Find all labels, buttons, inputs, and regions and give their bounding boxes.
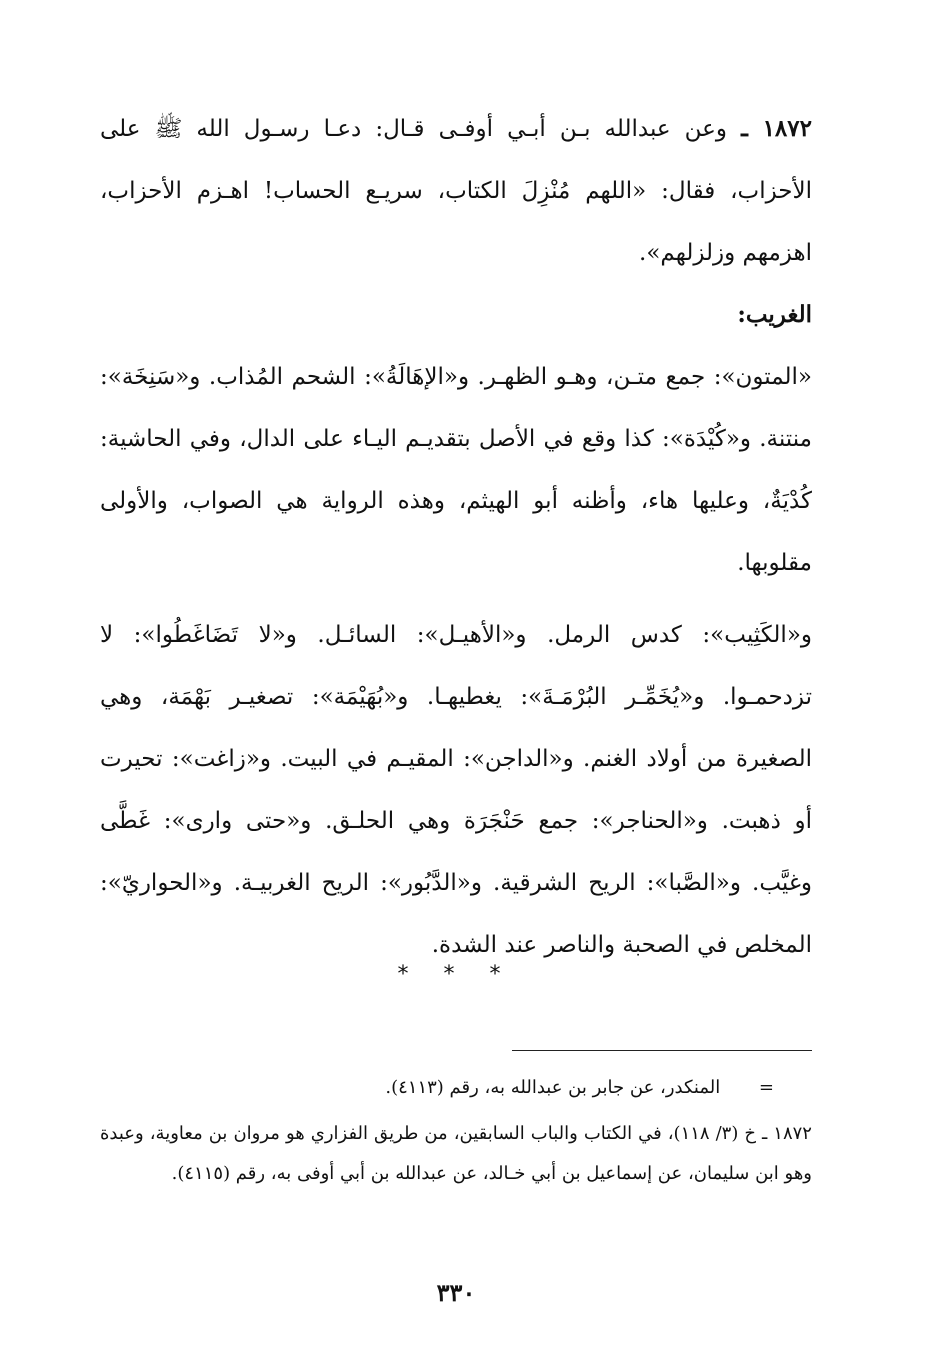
footnote-continuation xyxy=(100,1068,812,1108)
gharib-heading: الغريب: xyxy=(737,301,812,328)
footnote-text: خ (٣/ ١١٨)، في الكتاب والباب السابقين، من طريق الفزاري هو مروان بن معاوية، وعبدة وهو ابن سليمان، عن إسماعيل بن أبي خـالد، عن عبدالله بن أبي أوفى به، رقم (٤١١٥). xyxy=(100,1123,812,1184)
continuation-text: المنكدر، عن جابر بن عبدالله به، رقم (٤١١٣). xyxy=(385,1077,721,1098)
section-separator: * * * xyxy=(397,962,515,987)
footnote-1872 xyxy=(100,1114,812,1194)
glossary-paragraph-1: «المتون»: جمع متـن، وهـو الظهـر. و«الإهَالَةُ»: الشحم المُذاب. و«سَنِخَة»: منتنة. و«كُيْدَة»: كذا وقع في الأصل بتقديـم اليـاء على الدال، وفي الحاشية: كُدْيَةٌ، وعليها هاء، وأظنه أبو الهيثم، وهذه الرواية هي الصواب، والأولى مقلوبها. xyxy=(100,364,812,576)
main-text-block xyxy=(100,98,812,976)
continuation-marker: = xyxy=(758,1077,774,1098)
hadith-paragraph xyxy=(100,98,812,284)
page-number: ٣٣٠ xyxy=(436,1278,476,1307)
gharib-heading-line xyxy=(100,284,812,346)
footnotes-block xyxy=(100,1068,812,1194)
document-page xyxy=(100,0,812,1369)
hadith-number: ١٨٧٢ ـ xyxy=(741,115,812,142)
glossary-paragraph-2: و«الكَثِيب»: كدس الرمل. و«الأهيـل»: السائـل. و«لا تَضَاغَطُوا»: لا تزدحمـوا. و«يُخَمِّـر البُرْمَـةَ»: يغطيهـا. و«بُهَيْمَة»: تصغيـر بَهْمَة، وهي الصغيرة من أولاد الغنم. و«الداجن»: المقيـم في البيت. و«زاغت»: تحيرت أو ذهبت. و«الحناجر»: جمع حَنْجَرَة وهي الحلـق. و«حتى وارى»: غَطَّى وغيَّب. و«الصَّبا»: الريح الشرقية. و«الدَّبُور»: الريح الغربيـة. و«الحواريّ»: المخلص في الصحبة والناصر عند الشدة. xyxy=(100,622,812,958)
footnote-divider xyxy=(512,1050,812,1051)
footnote-number: ١٨٧٢ ـ xyxy=(762,1123,812,1144)
hadith-text: وعن عبدالله بـن أبـي أوفـى قـال: دعـا رسـول الله ﷺ على الأحزاب، فقال: «اللهم مُنْزِلَ الكتاب، سريـع الحساب! اهـزم الأحزاب، اهزمهم وزلزلهم». xyxy=(100,116,812,266)
